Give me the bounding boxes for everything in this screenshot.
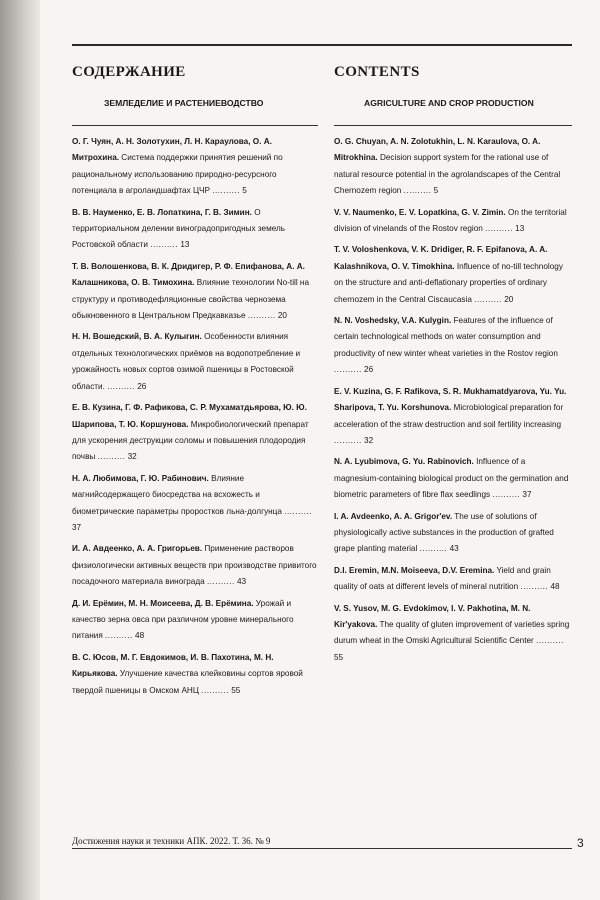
- toc-entry-title: The use of solutions of physiologically active substances in the production of grafted grape planting material: [334, 511, 554, 554]
- toc-entry-page: 5: [239, 186, 247, 196]
- toc-entry: [334, 601, 572, 667]
- toc-entry-page: 5: [431, 186, 439, 196]
- contents-column-ru: [72, 134, 318, 704]
- toc-entry-leader: ..........: [107, 381, 135, 391]
- toc-entry-page: 26: [361, 365, 374, 375]
- toc-entry-leader: ..........: [97, 452, 126, 462]
- toc-entry-title: Особенности влияния отдельных технологических приёмов на водопотребление и урожайность новых сортов озимой пшеницы в Ростовской области.: [72, 332, 301, 391]
- journal-footer: Достижения науки и техники АПК. 2022. Т. 36. № 9: [72, 836, 271, 846]
- toc-entry-page: 48: [548, 582, 560, 592]
- toc-entry-page: 32: [125, 452, 137, 462]
- toc-entry: [72, 541, 318, 590]
- toc-entry: [72, 134, 318, 200]
- toc-entry-title: The quality of gluten improvement of varieties spring durum wheat in the Omski Agricultural Scientific Center: [334, 619, 570, 646]
- toc-entry-authors: T. V. Voloshenkova, V. K. Dridiger, R. F. Epifanova, A. A. Kalashnikova, O. V. Timokhina.: [334, 245, 548, 271]
- toc-entry-page: 13: [178, 240, 190, 250]
- toc-entry-title: Влияние магнийсодержащего биосредства на всхожесть и биометрические параметры проростков льна-долгунца: [72, 473, 285, 516]
- toc-entry-leader: ..........: [520, 582, 549, 592]
- toc-entry: [72, 596, 318, 645]
- toc-entry-leader: ..........: [206, 577, 235, 587]
- toc-entry-title: Система поддержки принятия решений по рациональному использованию природно-ресурсного потенциала в агроландшафтах ЦЧР: [72, 153, 283, 196]
- footer-rule: [72, 848, 572, 849]
- toc-entry: [72, 205, 318, 254]
- toc-entry-page: 55: [334, 652, 344, 662]
- toc-entry-page: 20: [501, 294, 514, 304]
- toc-entry-authors: O. G. Chuyan, A. N. Zolotukhin, L. N. Karaulova, O. A. Mitrokhina.: [334, 137, 541, 163]
- toc-entry-authors: V. V. Naumenko, E. V. Lopatkina, G. V. Zimin.: [334, 207, 506, 217]
- toc-entry-authors: Н. Н. Вошедский, В. А. Кулыгин.: [72, 332, 202, 342]
- toc-entry-title: Урожай и качество зерна овса при различном уровне минерального питания: [72, 598, 294, 641]
- toc-entry: [334, 242, 572, 308]
- toc-entry-leader: ..........: [474, 294, 502, 304]
- toc-entry: [334, 134, 572, 200]
- toc-entry: [72, 259, 318, 325]
- toc-entry-title: Применение растворов физиологически активных веществ при производстве привитого посадочного материала винограда: [72, 544, 317, 587]
- toc-entry-authors: D.I. Eremin, M.N. Moiseeva, D.V. Eremina.: [334, 565, 495, 575]
- toc-entry-authors: N. N. Voshedsky, V.A. Kulygin.: [334, 316, 452, 326]
- toc-entry-page: 43: [234, 577, 247, 587]
- toc-entry-leader: ..........: [334, 365, 362, 375]
- toc-entry-title: Улучшение качества клейковины сортов яровой твердой пшеницы в Омском АНЦ: [72, 669, 303, 695]
- toc-entry-leader: ..........: [419, 544, 448, 554]
- top-rule: [72, 44, 572, 46]
- toc-entry-page: 32: [361, 435, 374, 445]
- toc-entry-page: 13: [512, 224, 525, 234]
- toc-entry-page: 55: [228, 685, 241, 695]
- toc-entry-leader: ..........: [485, 224, 513, 234]
- toc-entry-title: Microbiological preparation for acceleration of the straw destruction and soil fertility increasing: [334, 403, 564, 429]
- toc-entry-title: О территориальном делении виноградопригодных земель Ростовской области: [72, 207, 286, 250]
- toc-entry-authors: Н. А. Любимова, Г. Ю. Рабинович.: [72, 473, 209, 483]
- section-rule-ru: [72, 125, 318, 126]
- page-gutter-shadow: [0, 0, 40, 900]
- toc-entry-authors: Д. И. Ерёмин, М. Н. Моисеева, Д. В. Ерёмина.: [72, 598, 254, 608]
- toc-entry-page: 43: [447, 544, 459, 554]
- toc-entry: [72, 471, 318, 537]
- toc-entry-title: Influence of no-till technology on the structure and anti-deflationary properties of ordinary chernozem in the Central Ciscaucasia: [334, 261, 563, 304]
- page-number: 3: [577, 836, 584, 850]
- toc-entry: [334, 384, 572, 450]
- toc-entry-title: Influence of a magnesium-containing biological product on the germination and biometric parameters of fibre flax seedlings: [334, 457, 569, 500]
- toc-entry-leader: ..........: [105, 631, 133, 641]
- toc-entry-title: Yield and grain quality of oats at different levels of mineral nutrition: [334, 565, 551, 592]
- toc-entry-title: Влияние технологии No-till на структуру и противодефляционные свойства чернозема обыкновенного в Центральном Предкавказье: [72, 278, 310, 321]
- toc-entry-authors: I. A. Avdeenko, A. A. Grigor'ev.: [334, 511, 453, 521]
- heading-ru: СОДЕРЖАНИЕ: [72, 64, 186, 80]
- toc-entry: [334, 313, 572, 379]
- toc-entry-authors: E. V. Kuzina, G. F. Rafikova, S. R. Mukhamatdyarova, Yu. Yu. Sharipova, T. Yu. Korshunova.: [334, 386, 567, 413]
- toc-entry-title: Микробиологический препарат для ускорения деструкции соломы и повышения плодородия почвы: [72, 419, 309, 462]
- toc-entry-leader: ..........: [212, 186, 240, 196]
- toc-entry: [72, 400, 318, 466]
- toc-entry-leader: ..........: [403, 186, 432, 196]
- toc-entry-authors: В. В. Науменко, Е. В. Лопаткина, Г. В. Зимин.: [72, 207, 252, 217]
- toc-entry-title: Features of the influence of certain technological methods on water consumption and productivity of new winter wheat varieties in the Rostov region: [334, 316, 558, 358]
- section-rule-en: [334, 125, 572, 126]
- toc-entry-authors: V. S. Yusov, M. G. Evdokimov, I. V. Pakhotina, M. N. Kir'yakova.: [334, 603, 531, 629]
- toc-entry: [334, 509, 572, 558]
- toc-entry-page: 26: [134, 381, 147, 391]
- toc-entry-authors: Т. В. Волошенкова, В. К. Дридигер, Р. Ф. Епифанова, А. А. Калашникова, О. В. Тимохина.: [72, 261, 305, 288]
- toc-entry-page: 37: [520, 490, 532, 500]
- toc-entry: [334, 563, 572, 596]
- toc-entry-leader: ..........: [247, 311, 276, 321]
- toc-entry: [334, 454, 572, 503]
- toc-entry-page: 20: [275, 311, 287, 321]
- toc-entry-authors: О. Г. Чуян, А. Н. Золотухин, Л. Н. Караулова, О. А. Митрохина.: [72, 137, 272, 163]
- toc-entry-leader: ..........: [150, 240, 179, 250]
- toc-entry-leader: ..........: [492, 490, 521, 500]
- heading-en: CONTENTS: [334, 64, 420, 80]
- section-title-ru: ЗЕМЛЕДЕЛИЕ И РАСТЕНИЕВОДСТВО: [104, 98, 264, 108]
- toc-entry-leader: ..........: [284, 506, 312, 516]
- toc-entry-title: On the territorial division of vinelands of the Rostov region: [334, 207, 567, 234]
- toc-entry-leader: ..........: [536, 636, 564, 646]
- toc-entry-page: 37: [72, 522, 82, 532]
- contents-column-en: [334, 134, 572, 671]
- toc-entry: [72, 329, 318, 395]
- section-title-en: AGRICULTURE AND CROP PRODUCTION: [364, 98, 534, 108]
- toc-entry-title: Decision support system for the rational use of natural resource potential in the agrolandscapes of the Central Chernozem region: [334, 153, 561, 196]
- toc-entry: [334, 205, 572, 238]
- toc-entry-leader: ..........: [334, 435, 362, 445]
- toc-entry-authors: И. А. Авдеенко, А. А. Григорьев.: [72, 544, 203, 554]
- toc-entry-authors: В. С. Юсов, М. Г. Евдокимов, И. В. Пахотина, М. Н. Кирьякова.: [72, 652, 274, 679]
- toc-entry-leader: ..........: [201, 685, 229, 695]
- toc-entry-page: 48: [132, 631, 145, 641]
- toc-entry: [72, 650, 318, 699]
- toc-entry-authors: Е. В. Кузина, Г. Ф. Рафикова, С. Р. Мухаматдьярова, Ю. Ю. Шарипова, Т. Ю. Коршунова.: [72, 403, 307, 429]
- toc-entry-authors: N. A. Lyubimova, G. Yu. Rabinovich.: [334, 457, 474, 467]
